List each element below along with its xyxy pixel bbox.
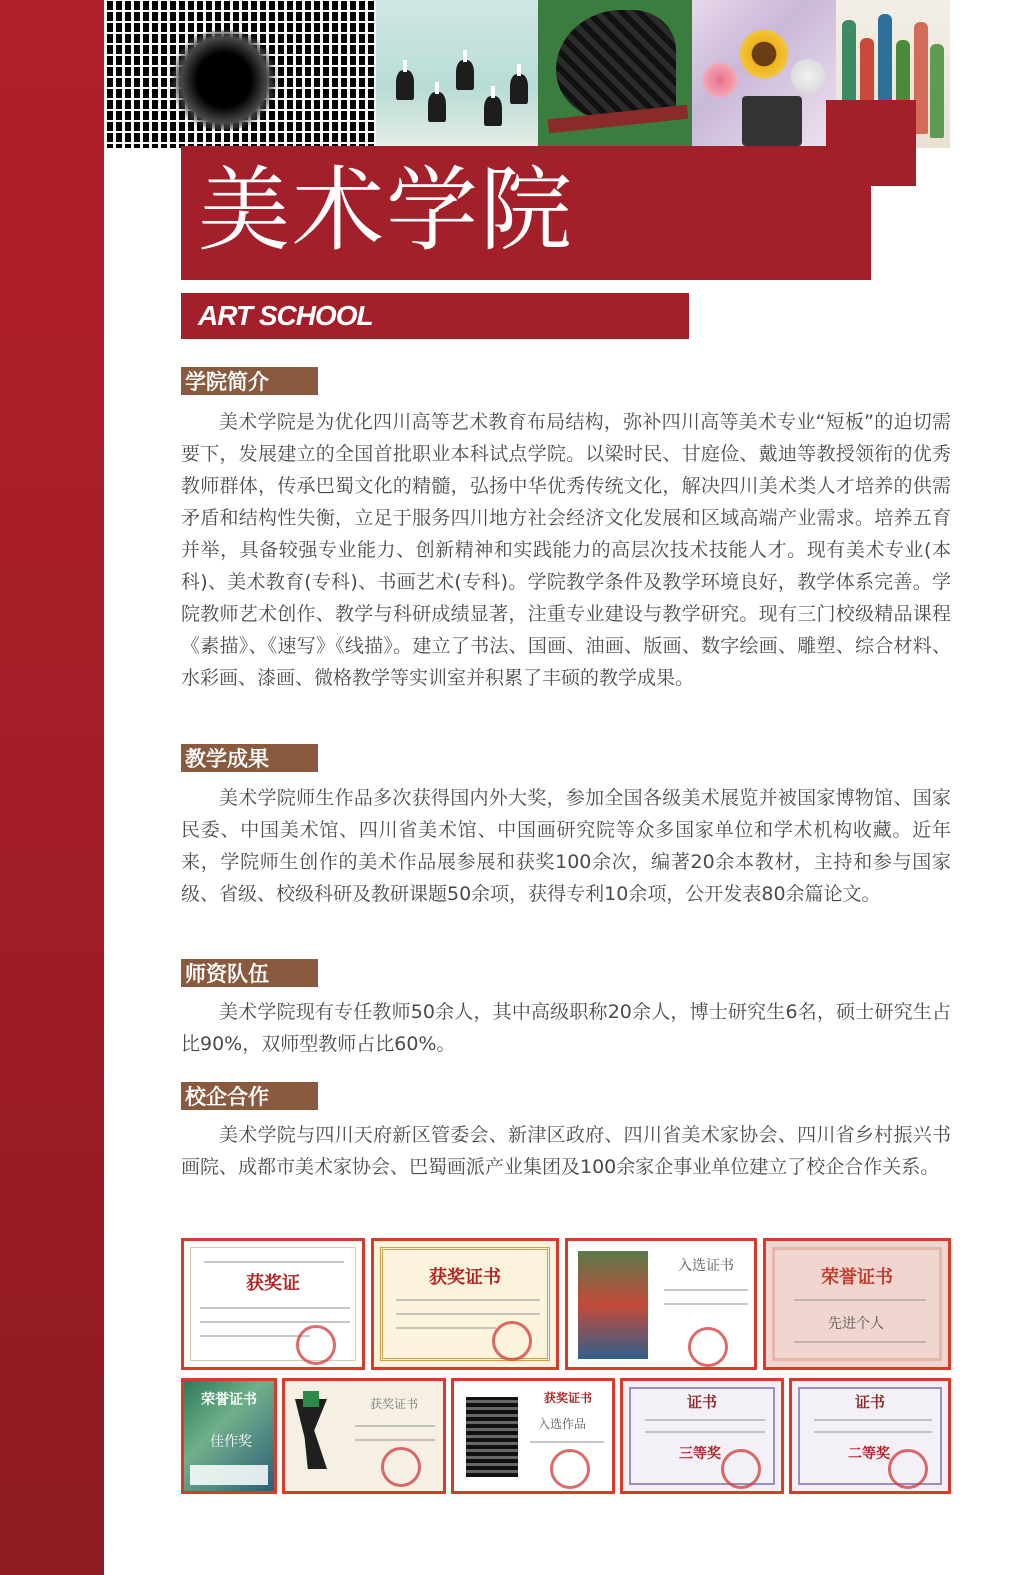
certificate-3	[565, 1238, 757, 1370]
seal-icon	[492, 1321, 532, 1361]
section-text-cooperation: 美术学院与四川天府新区管委会、新津区政府、四川省美术家协会、四川省乡村振兴书画院、成都市美术家协会、巴蜀画派产业集团及100余家企事业单位建立了校企合作关系。	[181, 1124, 951, 1178]
artwork-shoe-print	[538, 0, 692, 148]
certificate-6-artwork	[295, 1399, 327, 1469]
certificate-8-title: 证书	[686, 1393, 717, 1411]
section-text-faculty: 美术学院现有专任教师50余人，其中高级职称20余人，博士研究生6名，硕士研究生占比90%，双师型教师占比60%。	[181, 1001, 951, 1055]
certificate-4	[763, 1238, 951, 1370]
certificate-3-artwork	[578, 1251, 648, 1359]
seal-icon	[888, 1449, 928, 1489]
certificate-1	[181, 1238, 365, 1370]
page-subtitle: ART SCHOOL	[198, 300, 373, 331]
certificate-7-title: 获奖证书	[543, 1391, 592, 1405]
certificate-4-award: 先进个人	[828, 1316, 884, 1332]
seal-icon	[381, 1447, 421, 1487]
seal-icon	[688, 1327, 728, 1367]
artwork-cranes	[376, 0, 538, 148]
page-title: 美术学院	[198, 157, 575, 264]
section-text-intro: 美术学院是为优化四川高等艺术教育布局结构，弥补四川高等美术专业“短板”的迫切需要下，发展建立的全国首批职业本科试点学院。以梁时民、甘庭俭、戴迪等教授领衔的优秀教师群体，传承巴蜀文化的精髓，弘扬中华优秀传统文化，解决四川美术类人才培养的供需矛盾和结构性失衡，立足于服务四川地方社会经济文化发展和区域高端产业需求。培养五育并举，具备较强专业能力、创新精神和实践能力的高层次技术技能人才。现有美术专业(本科)、美术教育(专科)、书画艺术(专科)。学院教学条件及教学环境良好，教学体系完善。学院教师艺术创作、教学与科研成绩显著，注重专业建设与教学研究。现有三门校级精品课程《素描》、《速写》《线描》。建立了书法、国画、油画、版画、数字绘画、雕塑、综合材料、水彩画、漆画、微格教学等实训室并积累了丰硕的教学成果。	[181, 411, 951, 689]
certificate-7-artwork	[466, 1397, 518, 1477]
section-heading-faculty: 师资队伍	[181, 959, 318, 987]
certificate-5	[181, 1378, 277, 1494]
seal-icon	[296, 1325, 336, 1365]
certificate-1-title: 获奖证	[246, 1273, 300, 1294]
certificate-7	[451, 1378, 615, 1494]
certificate-6	[282, 1378, 446, 1494]
certificate-8-award: 三等奖	[679, 1446, 721, 1462]
certificate-5-title: 荣誉证书	[201, 1392, 257, 1408]
left-red-bar	[0, 0, 104, 1575]
certificate-5-award: 佳作奖	[210, 1434, 252, 1450]
section-text-achievements: 美术学院师生作品多次获得国内外大奖，参加全国各级美术展览并被国家博物馆、国家民委、中国美术馆、四川省美术馆、中国画研究院等众多国家单位和学术机构收藏。近年来，学院师生创作的美术作品展参展和获奖100余次，编著20余本教材，主持和参与国家级、省级、校级科研及教研课题50余项，获得专利10余项，公开发表80余篇论文。	[181, 787, 951, 905]
certificate-4-title: 荣誉证书	[821, 1267, 893, 1288]
certificate-2	[371, 1238, 559, 1370]
seal-icon	[550, 1449, 590, 1489]
certificate-6-title: 获奖证书	[369, 1397, 418, 1411]
artwork-strip	[104, 0, 950, 150]
certificate-7-award: 入选作品	[538, 1417, 587, 1431]
certificate-8	[620, 1378, 784, 1494]
certificate-9-award: 二等奖	[848, 1446, 890, 1462]
certificate-3-title: 入选证书	[678, 1258, 734, 1274]
seal-icon	[721, 1449, 761, 1489]
certificate-2-title: 获奖证书	[429, 1267, 501, 1288]
section-heading-cooperation: 校企合作	[181, 1082, 318, 1110]
certificate-9	[789, 1378, 951, 1494]
section-heading-intro: 学院简介	[181, 367, 318, 395]
certificate-9-title: 证书	[854, 1393, 885, 1411]
artwork-print-bw	[104, 0, 376, 148]
artwork-flowers	[692, 0, 836, 148]
section-heading-achievements: 教学成果	[181, 744, 318, 772]
